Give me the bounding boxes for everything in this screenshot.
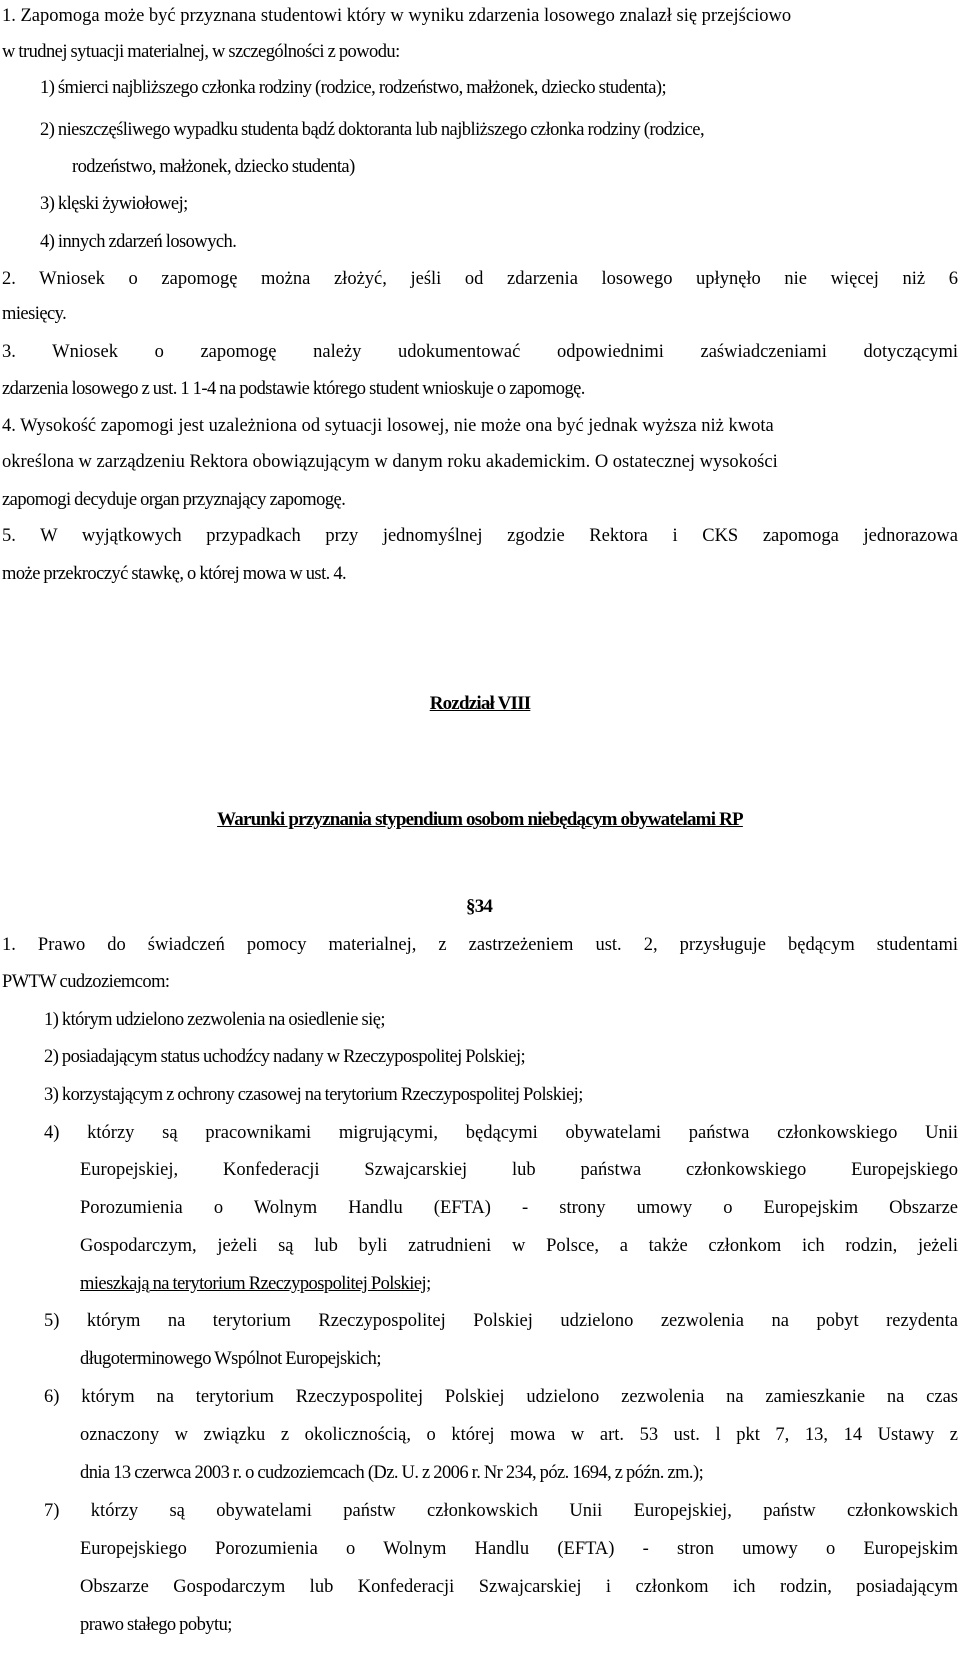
list-item-4: 4) innych zdarzeń losowych.: [40, 232, 237, 252]
list-item-2-continuation: rodzeństwo, małżonek, dziecko studenta): [72, 157, 355, 177]
list-item-2: 2) nieszczęśliwego wypadku studenta bądź doktoranta lub najbliższego członka rodziny (rodzice,: [40, 120, 705, 140]
section-34-item-2: 2) posiadającym status uchodźcy nadany w Rzeczypospolitej Polskiej;: [44, 1047, 526, 1067]
section-34-intro-line-1: 1. Prawo do świadczeń pomocy materialnej, z zastrzeżeniem ust. 2, przysługuje będącym studentami: [2, 935, 958, 955]
chapter-title: Rozdział VIII: [429, 693, 531, 714]
section-34-item-4-line-2: Europejskiej, Konfederacji Szwajcarskiej lub państwa członkowskiego Europejskiego: [80, 1160, 958, 1180]
section-34-item-6-line-2: oznaczony w związku z okolicznością, o której mowa w art. 53 ust. l pkt 7, 13, 14 Ustawy z: [80, 1425, 958, 1445]
paragraph-1-line-2: w trudnej sytuacji materialnej, w szczególności z powodu:: [2, 42, 400, 62]
chapter-subtitle: Warunki przyznania stypendium osobom niebędącym obywatelami RP: [217, 809, 743, 830]
paragraph-3-line-1: 3. Wniosek o zapomogę należy udokumentować odpowiednimi zaświadczeniami dotyczącymi: [2, 342, 958, 362]
section-34-item-5-line-1: 5) którym na terytorium Rzeczypospolitej Polskiej udzielono zezwolenia na pobyt rezydenta: [44, 1311, 958, 1331]
section-34-item-3: 3) korzystającym z ochrony czasowej na terytorium Rzeczypospolitej Polskiej;: [44, 1085, 583, 1105]
paragraph-5-line-2: może przekroczyć stawkę, o której mowa w ust. 4.: [2, 564, 347, 584]
section-34-item-4-line-3: Porozumienia o Wolnym Handlu (EFTA) - strony umowy o Europejskim Obszarze: [80, 1198, 958, 1218]
paragraph-5-line-1: 5. W wyjątkowych przypadkach przy jednomyślnej zgodzie Rektora i CKS zapomoga jednorazowa: [2, 526, 958, 546]
paragraph-2-line-1: 2. Wniosek o zapomogę można złożyć, jeśli od zdarzenia losowego upłynęło nie więcej niż 6: [2, 269, 958, 289]
section-34-item-7-line-1: 7) którzy są obywatelami państw członkowskich Unii Europejskiej, państw członkowskich: [44, 1501, 958, 1521]
list-item-1: 1) śmierci najbliższego członka rodziny (rodzice, rodzeństwo, małżonek, dziecko studenta);: [40, 78, 667, 98]
section-34-item-4-line-4: Gospodarczym, jeżeli są lub byli zatrudnieni w Polsce, a także członkom ich rodzin, jeżeli: [80, 1236, 958, 1256]
section-34-item-7-line-2: Europejskiego Porozumienia o Wolnym Handlu (EFTA) - stron umowy o Europejskim: [80, 1539, 958, 1559]
section-34-item-4-line-5: mieszkają na terytorium Rzeczypospolitej Polskiej;: [80, 1274, 431, 1294]
section-34-item-5-line-2: długoterminowego Wspólnot Europejskich;: [80, 1349, 381, 1369]
section-34-item-6-line-3: dnia 13 czerwca 2003 r. o cudzoziemcach (Dz. U. z 2006 r. Nr 234, póz. 1694, z późn. zm.);: [80, 1463, 704, 1483]
section-34-intro-line-2: PWTW cudzoziemcom:: [2, 972, 170, 992]
paragraph-mark: §34: [466, 896, 493, 917]
paragraph-4-line-2: określona w zarządzeniu Rektora obowiązującym w danym roku akademickim. O ostatecznej wysokości: [2, 452, 778, 472]
section-34-item-7-line-3: Obszarze Gospodarczym lub Konfederacji Szwajcarskiej i członkom ich rodzin, posiadającym: [80, 1577, 958, 1597]
paragraph-2-line-2: miesięcy.: [2, 304, 67, 324]
paragraph-4-line-1: 4. Wysokość zapomogi jest uzależniona od sytuacji losowej, nie może ona być jednak wyższa niż kwota: [2, 416, 774, 436]
section-34-item-1: 1) którym udzielono zezwolenia na osiedlenie się;: [44, 1010, 385, 1030]
paragraph-4-line-3: zapomogi decyduje organ przyznający zapomogę.: [2, 490, 346, 510]
list-item-3: 3) klęski żywiołowej;: [40, 194, 188, 214]
section-34-item-6-line-1: 6) którym na terytorium Rzeczypospolitej Polskiej udzielono zezwolenia na zamieszkanie na czas: [44, 1387, 958, 1407]
section-34-item-4-line-1: 4) którzy są pracownikami migrującymi, będącymi obywatelami państwa członkowskiego Unii: [44, 1123, 958, 1143]
paragraph-1-line-1: 1. Zapomoga może być przyznana studentowi który w wyniku zdarzenia losowego znalazł się przejściowo: [2, 6, 792, 26]
section-34-item-7-line-4: prawo stałego pobytu;: [80, 1615, 232, 1635]
paragraph-3-line-2: zdarzenia losowego z ust. 1 1-4 na podstawie którego student wnioskuje o zapomogę.: [2, 379, 585, 399]
